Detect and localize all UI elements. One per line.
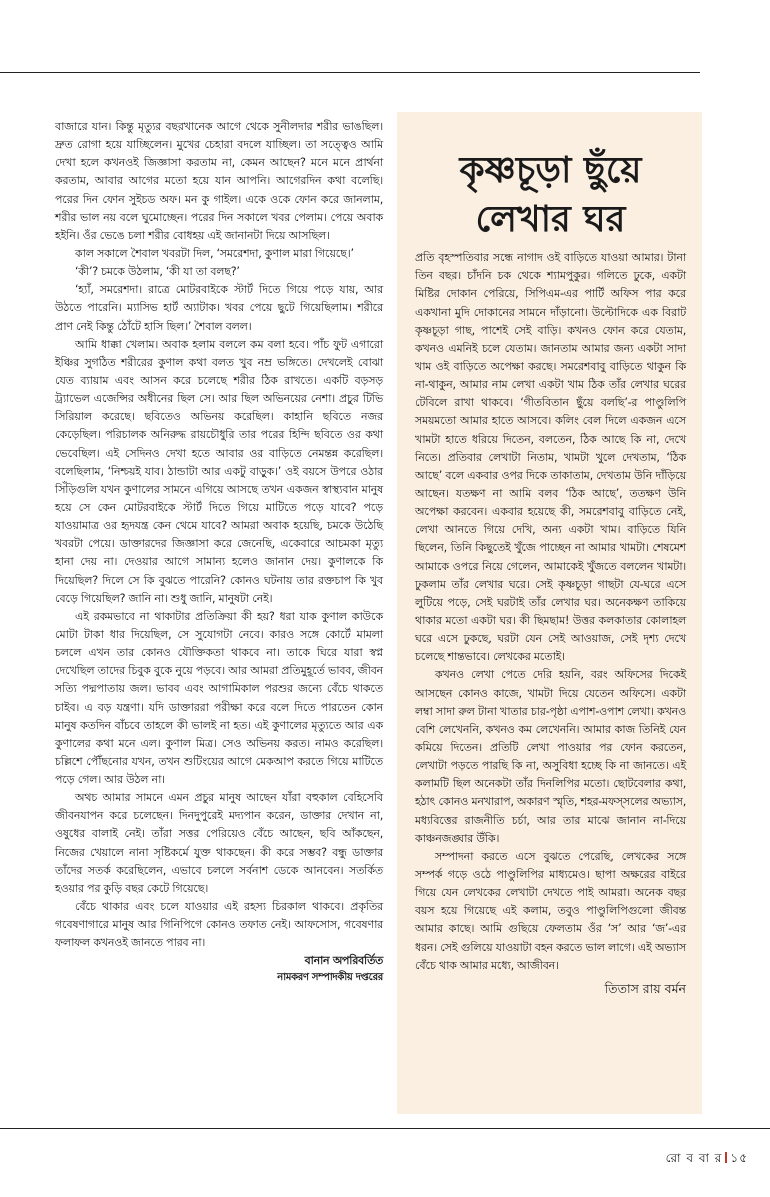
sidebar-title-line: লেখার ঘর xyxy=(475,197,626,240)
spelling-note: বানান অপরিবর্তিত xyxy=(304,954,383,968)
article-paragraph: এই রকমভাবে না থাকাটার প্রতিক্রিয়া কী হয়? ধরা যাক কুণাল কাউকে মোটা টাকা ধার দিয়েছিল, সে সুযোগটা নেবে। কারও সঙ্গে কোর্টে মামলা চললে এখন তার কোনও যৌক্তিকতা থাকবে না। তাকে ঘিরে যারা স্বপ্ন দেখেছিল তাদের চিবুক বুকে নুয়ে পড়বে। আর আমরা প্রতিমুহূর্তে ভাবব, জীবন সত্যি পদ্মপাতায় জল। ভাবব এবং আগামিকাল পরশুর জন্যে বেঁচে থাকতে চাইব। এ বড় যন্ত্রণা। যদি ডাক্তাররা পরীক্ষা করে বলে দিতে পারতেন কোন মানুষ কতদিন বাঁচবে তাহলে কী ভালই না হত। এই কুণালের মৃত্যুতে আর এক কুণালের কথা মনে এল। কুণাল মিত্র। সেও অভিনয় করত। নামও করেছিল। চল্লিশে পৌঁছনোর যখন, তখন শুটিংয়ের আগে মেকআপ করতে গিয়ে মাটিতে পড়ে গেল। আর উঠল না। xyxy=(55,609,383,787)
article-paragraph: অথচ আমার সামনে এমন প্রচুর মানুষ আছেন যাঁরা বহুকাল বেহিসেবি জীবনযাপন করে চলেছেন। দিনদুপুরেই মদ্যপান করেন, ডাক্তার দেখান না, ওষুধের বালাই নেই। তাঁরা সত্তর পেরিয়েও বেঁচে আছেন, ছবি আঁকছেন, নিজের খেয়ালে নানা সৃষ্টিকর্মে যুক্ত থাকছেন। কী করে সম্ভব? বন্ধু ডাক্তার তাঁদের সতর্ক করেছিলেন, এভাবে চললে সর্বনাশ ডেকে আনবেন। সতর্কিত হওয়ার পর কুড়ি বছর কেটে গিয়েছে। xyxy=(55,791,383,895)
article-paragraph: ‘কী’? চমকে উঠলাম, ‘কী যা তা বলছ?’ xyxy=(75,265,240,279)
page-number: ১৫ xyxy=(730,1151,748,1165)
sidebar-title-line: কৃষ্ণচূড়া ছুঁয়ে xyxy=(459,149,642,191)
sidebar-author: তিতাস রায় বর্মন xyxy=(604,980,686,996)
sidebar-title xyxy=(415,146,686,243)
top-rule xyxy=(0,72,700,73)
bottom-rule xyxy=(0,1128,770,1129)
sidebar-body xyxy=(415,249,686,975)
sidebar-box xyxy=(397,112,702,1114)
page-folio xyxy=(666,1150,748,1170)
article-paragraph: আমি ধাক্কা খেলাম। অবাক হলাম বললে কম বলা হবে। পাঁচ ফুট এগারো ইঞ্চির সুগঠিত শরীরের কুণাল কথা বলত খুব নম্র ভঙ্গিতে। দেখলেই বোঝা যেত ব্যায়াম এবং আসন করে চলেছে শরীর ঠিক রাখতে। একটি বড়সড় ট্র্যাভেল এজেন্সির অধীনের ছিল সে। আর ছিল অভিনয়ের নেশা। প্রচুর টিভি সিরিয়াল করেছে। ছবিতেও অভিনয় করেছিল। কাহানি ছবিতে নজর কেড়েছিল। পরিচালক অনিরুদ্ধ রায়চৌধুরি তার পরের হিন্দি ছবিতে ওর কথা ভেবেছিল। এই সেদিনও দেখা হতে আবার ওর বাড়িতে নেমন্তন্ন করেছিল। বলেছিলাম, ‘নিশ্চয়ই যাব। ঠান্ডাটা আর একটু বাড়ুক।’ ওই বয়সে উপরে ওঠার সিঁড়িগুলি যখন কুণালের সামনে এগিয়ে আসছে তখন একজন স্বাস্থ্যবান মানুষ হয়ে সে কেন মোটরবাইকে স্টার্ট দিতে গিয়ে মাটিতে পড়ে যাবে? পড়ে যাওয়ামাত্র ওর হৃদযন্ত্র কেন থেমে যাবে? আমরা অবাক হয়েছি, চমকে উঠেছি খবরটা পেয়ে। ডাক্তারদের জিজ্ঞাসা করে জেনেছি, একেবারে আচমকা মৃত্যু হানা দেয় না। দেওয়ার আগে সামান্য হলেও জানান দেয়। কুণালকে কি দিয়েছিল? দিলে সে কি বুঝতে পারেনি? কোনও ঘটনায় তার রক্তচাপ কি খুব বেড়ে গিয়েছিল? জানি না। শুধু জানি, মানুষটা নেই। xyxy=(55,337,383,605)
article-paragraph: বাজারে যান। কিন্তু মৃত্যুর বছরখানেক আগে থেকে সুনীলদার শরীর ভাঙছিল। দ্রুত রোগা হয়ে যাচ্ছিলেন। মুখের চেহারা বদলে যাচ্ছিল। তা সত্ত্বেও আমি দেখা হলে কখনওই জিজ্ঞাসা করতাম না, কেমন আছেন? মনে মনে প্রার্থনা করতাম, আবার আগের মতো হয়ে যান আপনি। আগেরদিন কথা বলেছি। পরের দিন ফোন সুইচড অফ। মন কু গাইল। একে ওকে ফোন করে জানলাম, শরীর ভাল নয় বলে ঘুমোচ্ছেন। পরের দিন সকালে খবর পেলাম। পেয়ে অবাক হইনি। ওঁর ভেঙে চলা শরীর বোধহয় এই জানানটা দিয়ে আসছিল। xyxy=(55,120,383,242)
sidebar-paragraph: প্রতি বৃহস্পতিবার সন্ধে নাগাদ ওই বাড়িতে যাওয়া আমার। টানা তিন বছর। চাঁদনি চক থেকে শ্যামপুকুর। গলিতে ঢুকে, একটা মিষ্টির দোকান পেরিয়ে, সিপিএম-এর পার্টি অফিস পার করে একখানা মুদি দোকানের সামনে দাঁড়ানো। উল্টোদিকে এক বিরাট কৃষ্ণচূড়া গাছ, পাশেই সেই বাড়ি। কখনও ফোন করে যেতাম, কখনও এমনিই চলে যেতাম। জানতাম আমার জন্য একটা সাদা খাম ওই বাড়িতে অপেক্ষা করছে। সমরেশবাবু বাড়িতে থাকুন কি না-থাকুন, আমার নাম লেখা একটা খাম ঠিক তাঁর লেখার ঘরের টেবিলে রাখা থাকবে। ‘গীতবিতান ছুঁয়ে বলছি’-র পাণ্ডুলিপি সময়মতো আমার হাতে আসবে। কলিং বেল দিলে একজন এসে খামটা হাতে ধরিয়ে দিতেন, বলতেন, ঠিক আছে কি না, দেখে নিতে। প্রতিবার লেখাটা নিতাম, খামটা খুলে দেখতাম, ‘ঠিক আছে’ বলে একবার ওপর দিকে তাকাতাম, দেখতাম উনি দাঁড়িয়ে আছেন। যতক্ষণ না আমি বলব ‘ঠিক আছে’, ততক্ষণ উনি অপেক্ষা করবেন। একবার হয়েছে কী, সমরেশবাবু বাড়িতে নেই, লেখা আনতে গিয়ে দেখি, অন্য একটা খাম। বাড়িতে যিনি ছিলেন, তিনি কিছুতেই খুঁজে পাচ্ছেন না আমার খামটা। শেষমেশ আমাকে ওপরে নিয়ে গেলেন, আমাকেই খুঁজতে বললেন খামটা। ঢুকলাম তাঁর লেখার ঘরে। সেই কৃষ্ণচূড়া গাছটা যে-ঘরে এসে লুটিয়ে পড়ে, সেই ঘরটাই তাঁর লেখার ঘর। অনেকক্ষণ তাকিয়ে থাকার মতো একটা ঘর। কী ছিমছাম! উত্তর কলকাতার কোলাহল ঘরে এসে ঢুকছে, ঘরটা যেন সেই আওয়াজ, সেই দৃশ্য দেখে চলেছে শান্তভাবে। লেখকের মতোই। xyxy=(415,251,686,664)
article-paragraph: বেঁচে থাকার এবং চলে যাওয়ার এই রহস্য চিরকাল থাকবে। প্রকৃতির গবেষণাগারে মানুষ আর গিনিপিগে কোনও তফাত নেই। আফসোস, গবেষণার ফলাফল কখনওই জানতে পারব না। xyxy=(55,900,383,950)
sidebar-paragraph: কখনও লেখা পেতে দেরি হয়নি, বরং অফিসের দিকেই আসছেন কোনও কাজে, খামটা দিয়ে যেতেন অফিসে। একটা লম্বা সাদা রুল টানা খাতার চার-পৃষ্ঠা এপাশ-ওপাশ লেখা। কখনও বেশি লেখেননি, কখনও কম লেখেননি। আমার কাজ তিনিই যেন কমিয়ে দিতেন। প্রতিটি লেখা পাওয়ার পর ফোন করতেন, লেখাটা পড়তে পারছি কি না, অসুবিধা হচ্ছে কি না জানতে। এই কলামটি ছিল অনেকটা তাঁর দিনলিপির মতো। ছোটবেলার কথা, হঠাৎ কোনও মনখারাপ, অকারণ স্মৃতি, শহর-মফস্সলের অভ্যাস, মধ্যবিত্তের রাজনীতি চর্চা, আর তার মাঝে জানান না-দিয়ে কাঞ্চনজঙ্ঘার উঁকি। xyxy=(415,668,686,845)
article-paragraph: ‘হ্যাঁ, সমরেশদা। রাত্রে মোটরবাইকে স্টার্ট দিতে গিয়ে পড়ে যায়, আর উঠতে পারেনি। ম্যাসিভ হার্ট অ্যাটাক। খবর পেয়ে ছুটে গিয়েছিলাম। শরীরে প্রাণ নেই কিন্তু ঠোঁটে হাসি ছিল।’ শৈবাল বলল। xyxy=(55,283,383,333)
title-credit-note: নামকরণ সম্পাদকীয় দপ্তরের xyxy=(277,972,383,984)
folio-divider xyxy=(725,1152,727,1163)
magazine-name: রো ব বা র xyxy=(665,1151,723,1165)
article-paragraph: কাল সকালে শৈবাল খবরটা দিল, ‘সমরেশদা, কুণাল মারা গিয়েছে।’ xyxy=(75,246,354,260)
sidebar-paragraph: সম্পাদনা করতে এসে বুঝতে পেরেছি, লেখকের সঙ্গে সম্পর্ক গড়ে ওঠে পাণ্ডুলিপির মাধ্যমেও। ছাপা অক্ষরের বাইরে গিয়ে যেন লেখকের লেখাটা দেখতে পাই আমরা। অনেক বছর বয়স হয়ে গিয়েছে এই কলাম, তবুও পাণ্ডুলিপিগুলো জীবন্ত আমার কাছে। আমি গুছিয়ে ফেলতাম ওঁর ‘স’ আর ‘জ’-এর ধরন। সেই গুলিয়ে যাওয়াটা বহন করতে ভাল লাগে। এই অভ্যাস বেঁচে থাক আমার মধ্যে, আজীবন। xyxy=(415,849,686,972)
article-body xyxy=(55,118,383,986)
